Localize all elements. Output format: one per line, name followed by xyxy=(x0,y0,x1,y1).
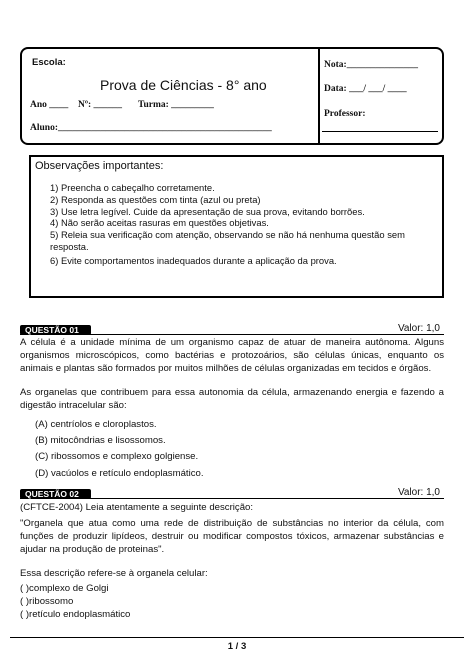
professor-line[interactable] xyxy=(322,131,438,132)
question-1-option-d[interactable]: (D) vacúolos e retículo endoplasmático. xyxy=(35,468,204,479)
observations-list xyxy=(34,182,439,267)
question-1-bar xyxy=(20,323,444,335)
numero-field[interactable]: Nº: ______ xyxy=(78,100,123,110)
professor-label: Professor: xyxy=(324,109,366,119)
question-1-label: QUESTÃO 01 xyxy=(20,325,91,335)
question-2-intro: (CFTCE-2004) Leia atentamente a seguinte descrição: xyxy=(20,502,254,513)
exam-title: Prova de Ciências - 8° ano xyxy=(100,77,267,93)
question-2-label: QUESTÃO 02 xyxy=(20,489,91,499)
question-2-prompt: Essa descrição refere-se à organela celular: xyxy=(20,568,208,579)
question-1-option-a[interactable]: (A) centríolos e cloroplastos. xyxy=(35,419,157,430)
question-2-option-2[interactable]: ( )ribossomo xyxy=(20,596,74,607)
question-2-quote: "Organela que atua como uma rede de distribuição de substâncias no interior da célula, com funções de produzir lipídeos, destruir ou modificar compostos tóxicos, armazenar substâncias e ajudar na produção de proteinas". xyxy=(20,518,444,555)
observations-box xyxy=(29,155,444,298)
aluno-field[interactable]: Aluno:_____________________________________________ xyxy=(30,123,272,133)
observation-item: 5) Releia sua verificação com atenção, observando se não há nenhuma questão sem resposta. xyxy=(50,229,405,252)
question-2-option-1[interactable]: ( )complexo de Golgi xyxy=(20,583,109,594)
question-1-prompt: As organelas que contribuem para essa autonomia da célula, armazenando energia e fazendo a digestão intracelular são: xyxy=(20,387,444,411)
page-number: 1 / 3 xyxy=(227,641,247,652)
question-1-option-b[interactable]: (B) mitocôndrias e lisossomos. xyxy=(35,435,166,446)
data-field[interactable]: Data: ___/ ___/ ____ xyxy=(324,84,407,94)
question-1-value: Valor: 1,0 xyxy=(397,323,440,334)
observation-item: 1) Preencha o cabeçalho corretamente. xyxy=(50,182,215,193)
observation-item: 3) Use letra legível. Cuide da apresentação de sua prova, evitando borrões. xyxy=(50,205,365,217)
observations-title: Observações importantes: xyxy=(35,160,164,172)
nota-field[interactable]: Nota:_______________ xyxy=(324,60,418,70)
question-2-bar xyxy=(20,487,444,499)
header-divider xyxy=(318,49,320,143)
question-2-value: Valor: 1,0 xyxy=(397,487,440,498)
question-1-text: A célula é a unidade mínima de um organismo capaz de atuar de maneira autônoma. Alguns organismos microscópicos, como bactérias e protozoários, são células únicas, enquanto os animais e plantas são formados por muitos milhões de células organizadas em tecidos e órgãos. xyxy=(20,337,444,374)
question-1-option-c[interactable]: (C) ribossomos e complexo golgiense. xyxy=(35,451,199,462)
turma-field[interactable]: Turma: _________ xyxy=(138,100,214,110)
observation-item: 4) Não serão aceitas rasuras em questões objetivas. xyxy=(50,217,269,229)
question-2-option-3[interactable]: ( )retículo endoplasmático xyxy=(20,609,131,620)
header-box xyxy=(20,47,444,145)
ano-field[interactable]: Ano ____ xyxy=(30,100,69,110)
observation-item: 6) Evite comportamentos inadequados durante a aplicação da prova. xyxy=(50,254,337,266)
footer-divider xyxy=(10,637,464,638)
observation-item: 2) Responda as questões com tinta (azul ou preta) xyxy=(50,193,261,205)
school-label: Escola: xyxy=(32,57,66,68)
